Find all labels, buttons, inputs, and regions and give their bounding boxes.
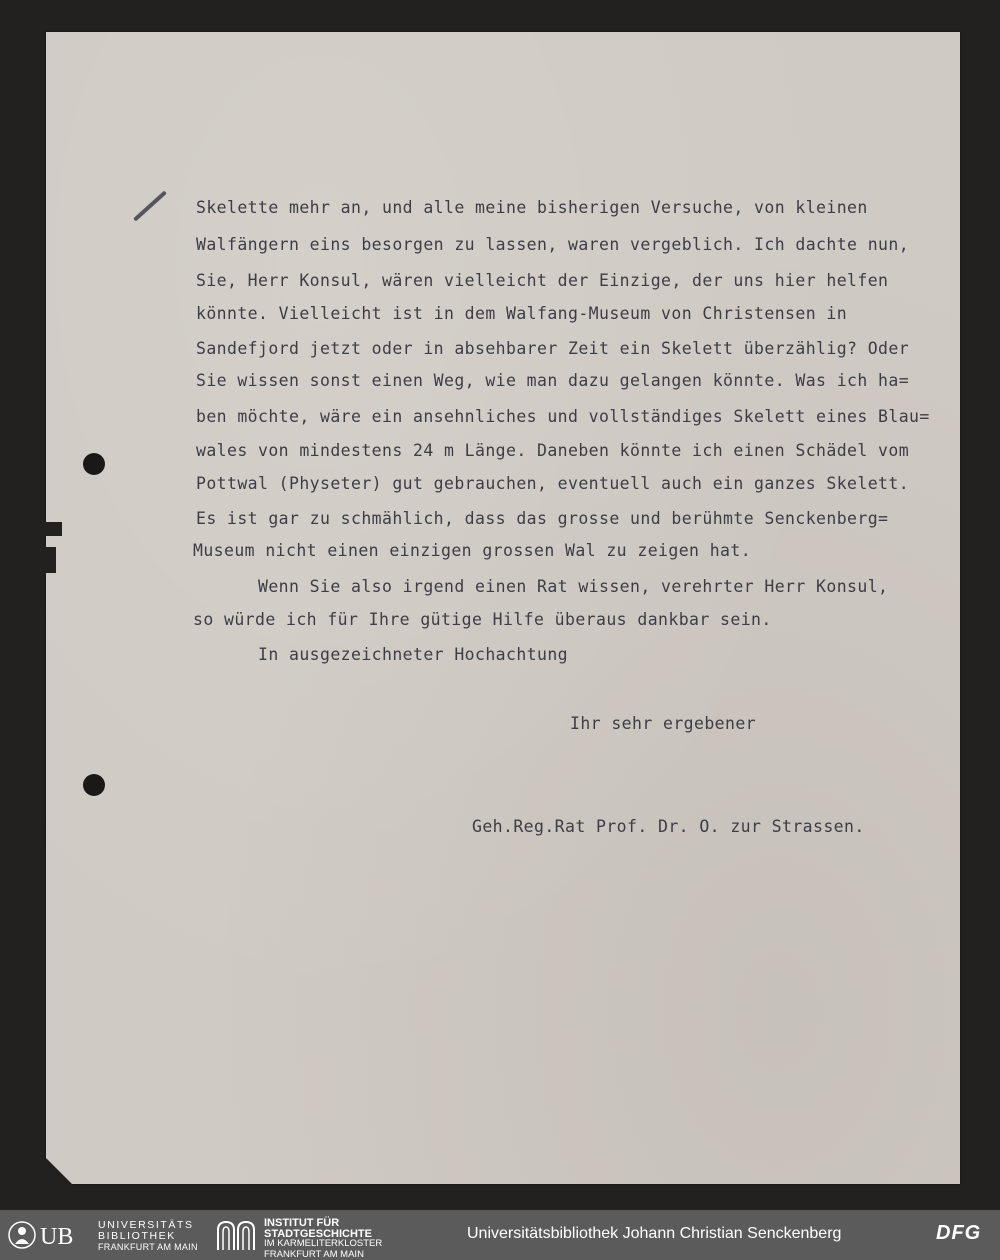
- institute-name-line: FRANKFURT AM MAIN: [264, 1248, 364, 1260]
- ub-name-line: UNIVERSITÄTS: [98, 1219, 194, 1231]
- footer-bar: [0, 1210, 1000, 1260]
- institute-name-line: STADTGESCHICHTE: [264, 1227, 372, 1240]
- paper-tear: [40, 547, 56, 573]
- letter-line: wales von mindestens 24 m Länge. Daneben könnte ich einen Schädel vom: [196, 441, 910, 460]
- punch-hole: [83, 453, 105, 475]
- ub-name-line: BIBLIOTHEK: [98, 1230, 176, 1242]
- letter-line: Pottwal (Physeter) gut gebrauchen, eventuell auch ein ganzes Skelett.: [196, 474, 910, 493]
- institute-name: [264, 1218, 382, 1260]
- letter-line: Es ist gar zu schmählich, dass das grosse und berühmte Senckenberg=: [196, 509, 889, 528]
- letter-line: Sie wissen sonst einen Weg, wie man dazu gelangen könnte. Was ich ha=: [196, 371, 910, 390]
- punch-hole: [83, 774, 105, 796]
- ub-logo-icon: [6, 1218, 94, 1252]
- letter-closing: Ihr sehr ergebener: [570, 714, 757, 733]
- library-title: Universitätsbibliothek Johann Christian Senckenberg: [467, 1225, 842, 1242]
- ub-name-line: FRANKFURT AM MAIN: [98, 1242, 198, 1252]
- folded-corner: [44, 1156, 74, 1186]
- letter-line: so würde ich für Ihre gütige Hilfe überaus dankbar sein.: [193, 610, 772, 629]
- letter-line: Walfängern eins besorgen zu lassen, waren vergeblich. Ich dachte nun,: [196, 235, 910, 254]
- letter-line: Sandefjord jetzt oder in absehbarer Zeit ein Skelett überzählig? Oder: [196, 339, 910, 358]
- letter-line: könnte. Vielleicht ist in dem Walfang-Museum von Christensen in: [196, 304, 848, 323]
- letter-line: Skelette mehr an, und alle meine bisherigen Versuche, von kleinen: [196, 198, 868, 217]
- ub-name: [98, 1220, 198, 1253]
- institute-logo-icon: [214, 1218, 256, 1252]
- letter-line: In ausgezeichneter Hochachtung: [258, 645, 569, 664]
- dfg-logo: DFG: [936, 1222, 982, 1244]
- letter-line: Wenn Sie also irgend einen Rat wissen, verehrter Herr Konsul,: [258, 577, 889, 596]
- letter-signature: Geh.Reg.Rat Prof. Dr. O. zur Strassen.: [472, 817, 865, 836]
- institute-name-line: IM KARMELITERKLOSTER: [264, 1238, 383, 1249]
- paper-tear: [40, 522, 62, 536]
- letter-line: ben möchte, wäre ein ansehnliches und vollständiges Skelett eines Blau=: [196, 407, 930, 426]
- svg-text:UB: UB: [40, 1224, 74, 1250]
- letter-line: Museum nicht einen einzigen grossen Wal zu zeigen hat.: [193, 541, 752, 560]
- institute-name-line: INSTITUT FÜR: [264, 1217, 340, 1229]
- letter-line: Sie, Herr Konsul, wären vielleicht der Einzige, der uns hier helfen: [196, 271, 889, 290]
